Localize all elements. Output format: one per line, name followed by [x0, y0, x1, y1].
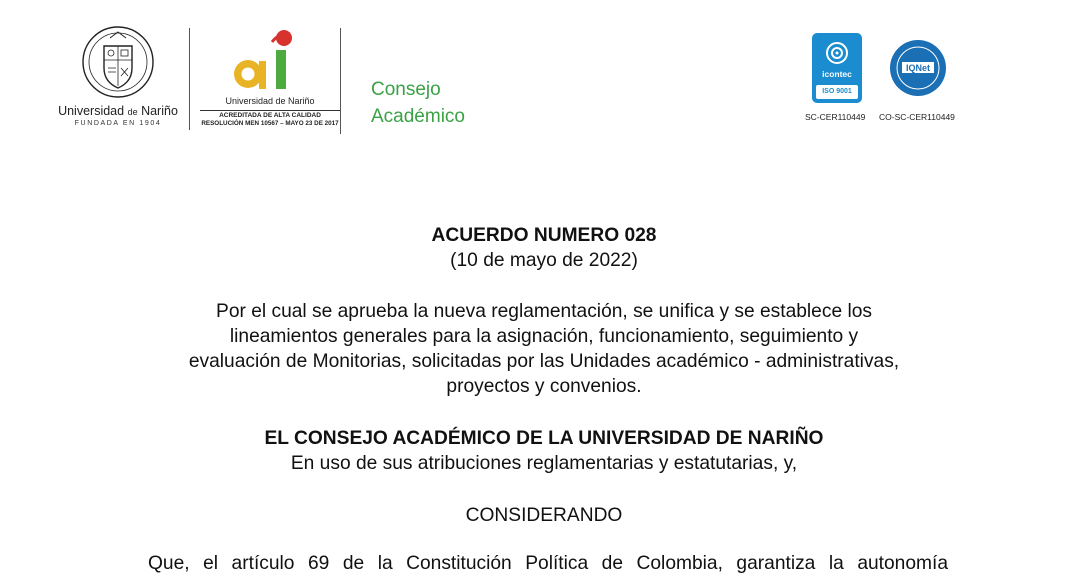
considering-heading: CONSIDERANDO [465, 505, 623, 526]
document-date: (10 de mayo de 2022) [450, 250, 638, 271]
summary-line: Por el cual se aprueba la nueva reglamentación, se unifica y se establece los [216, 301, 872, 322]
document-title: ACUERDO NUMERO 028 [431, 225, 657, 246]
accreditation-text: ACREDITADA DE ALTA CALIDAD [200, 110, 340, 119]
icontec-icon [825, 41, 849, 65]
accreditation-university: Universidad de Nariño [225, 96, 315, 106]
summary-line: proyectos y convenios. [446, 376, 642, 397]
header-divider [189, 28, 190, 130]
attributions-text: En uso de sus atribuciones reglamentarias y estatutarias, y, [290, 453, 798, 474]
first-paragraph: Que, el artículo 69 de la Constitución Política de Colombia, garantiza la autonomía [148, 553, 948, 574]
university-founded: FUNDADA EN 1904 [74, 120, 162, 127]
accreditation-resolution: RESOLUCIÓN MEN 10567 – MAYO 23 DE 2017 [201, 120, 339, 127]
university-seal-logo [80, 24, 156, 102]
summary-line: lineamientos generales para la asignación, funcionamiento, seguimiento y [229, 326, 859, 347]
summary-line: evaluación de Monitorias, solicitadas por las Unidades académico - administrativas, [188, 351, 900, 372]
icontec-certificate-number: SC-CER110449 [805, 112, 866, 122]
accreditation-logo [230, 28, 306, 98]
header-divider-2 [340, 28, 341, 134]
university-name: Universidad de Nariño [58, 104, 178, 118]
svg-text:IQNet: IQNet [905, 63, 931, 73]
icontec-iso: ISO 9001 [816, 85, 858, 99]
council-heading: EL CONSEJO ACADÉMICO DE LA UNIVERSIDAD DE NARIÑO [264, 428, 824, 449]
icontec-label: icontec [822, 69, 852, 79]
iqnet-certification-logo [888, 38, 948, 98]
council-title: Consejo Académico [371, 79, 465, 127]
icontec-certification-logo [812, 33, 862, 103]
iqnet-certificate-number: CO-SC-CER110449 [879, 112, 955, 122]
